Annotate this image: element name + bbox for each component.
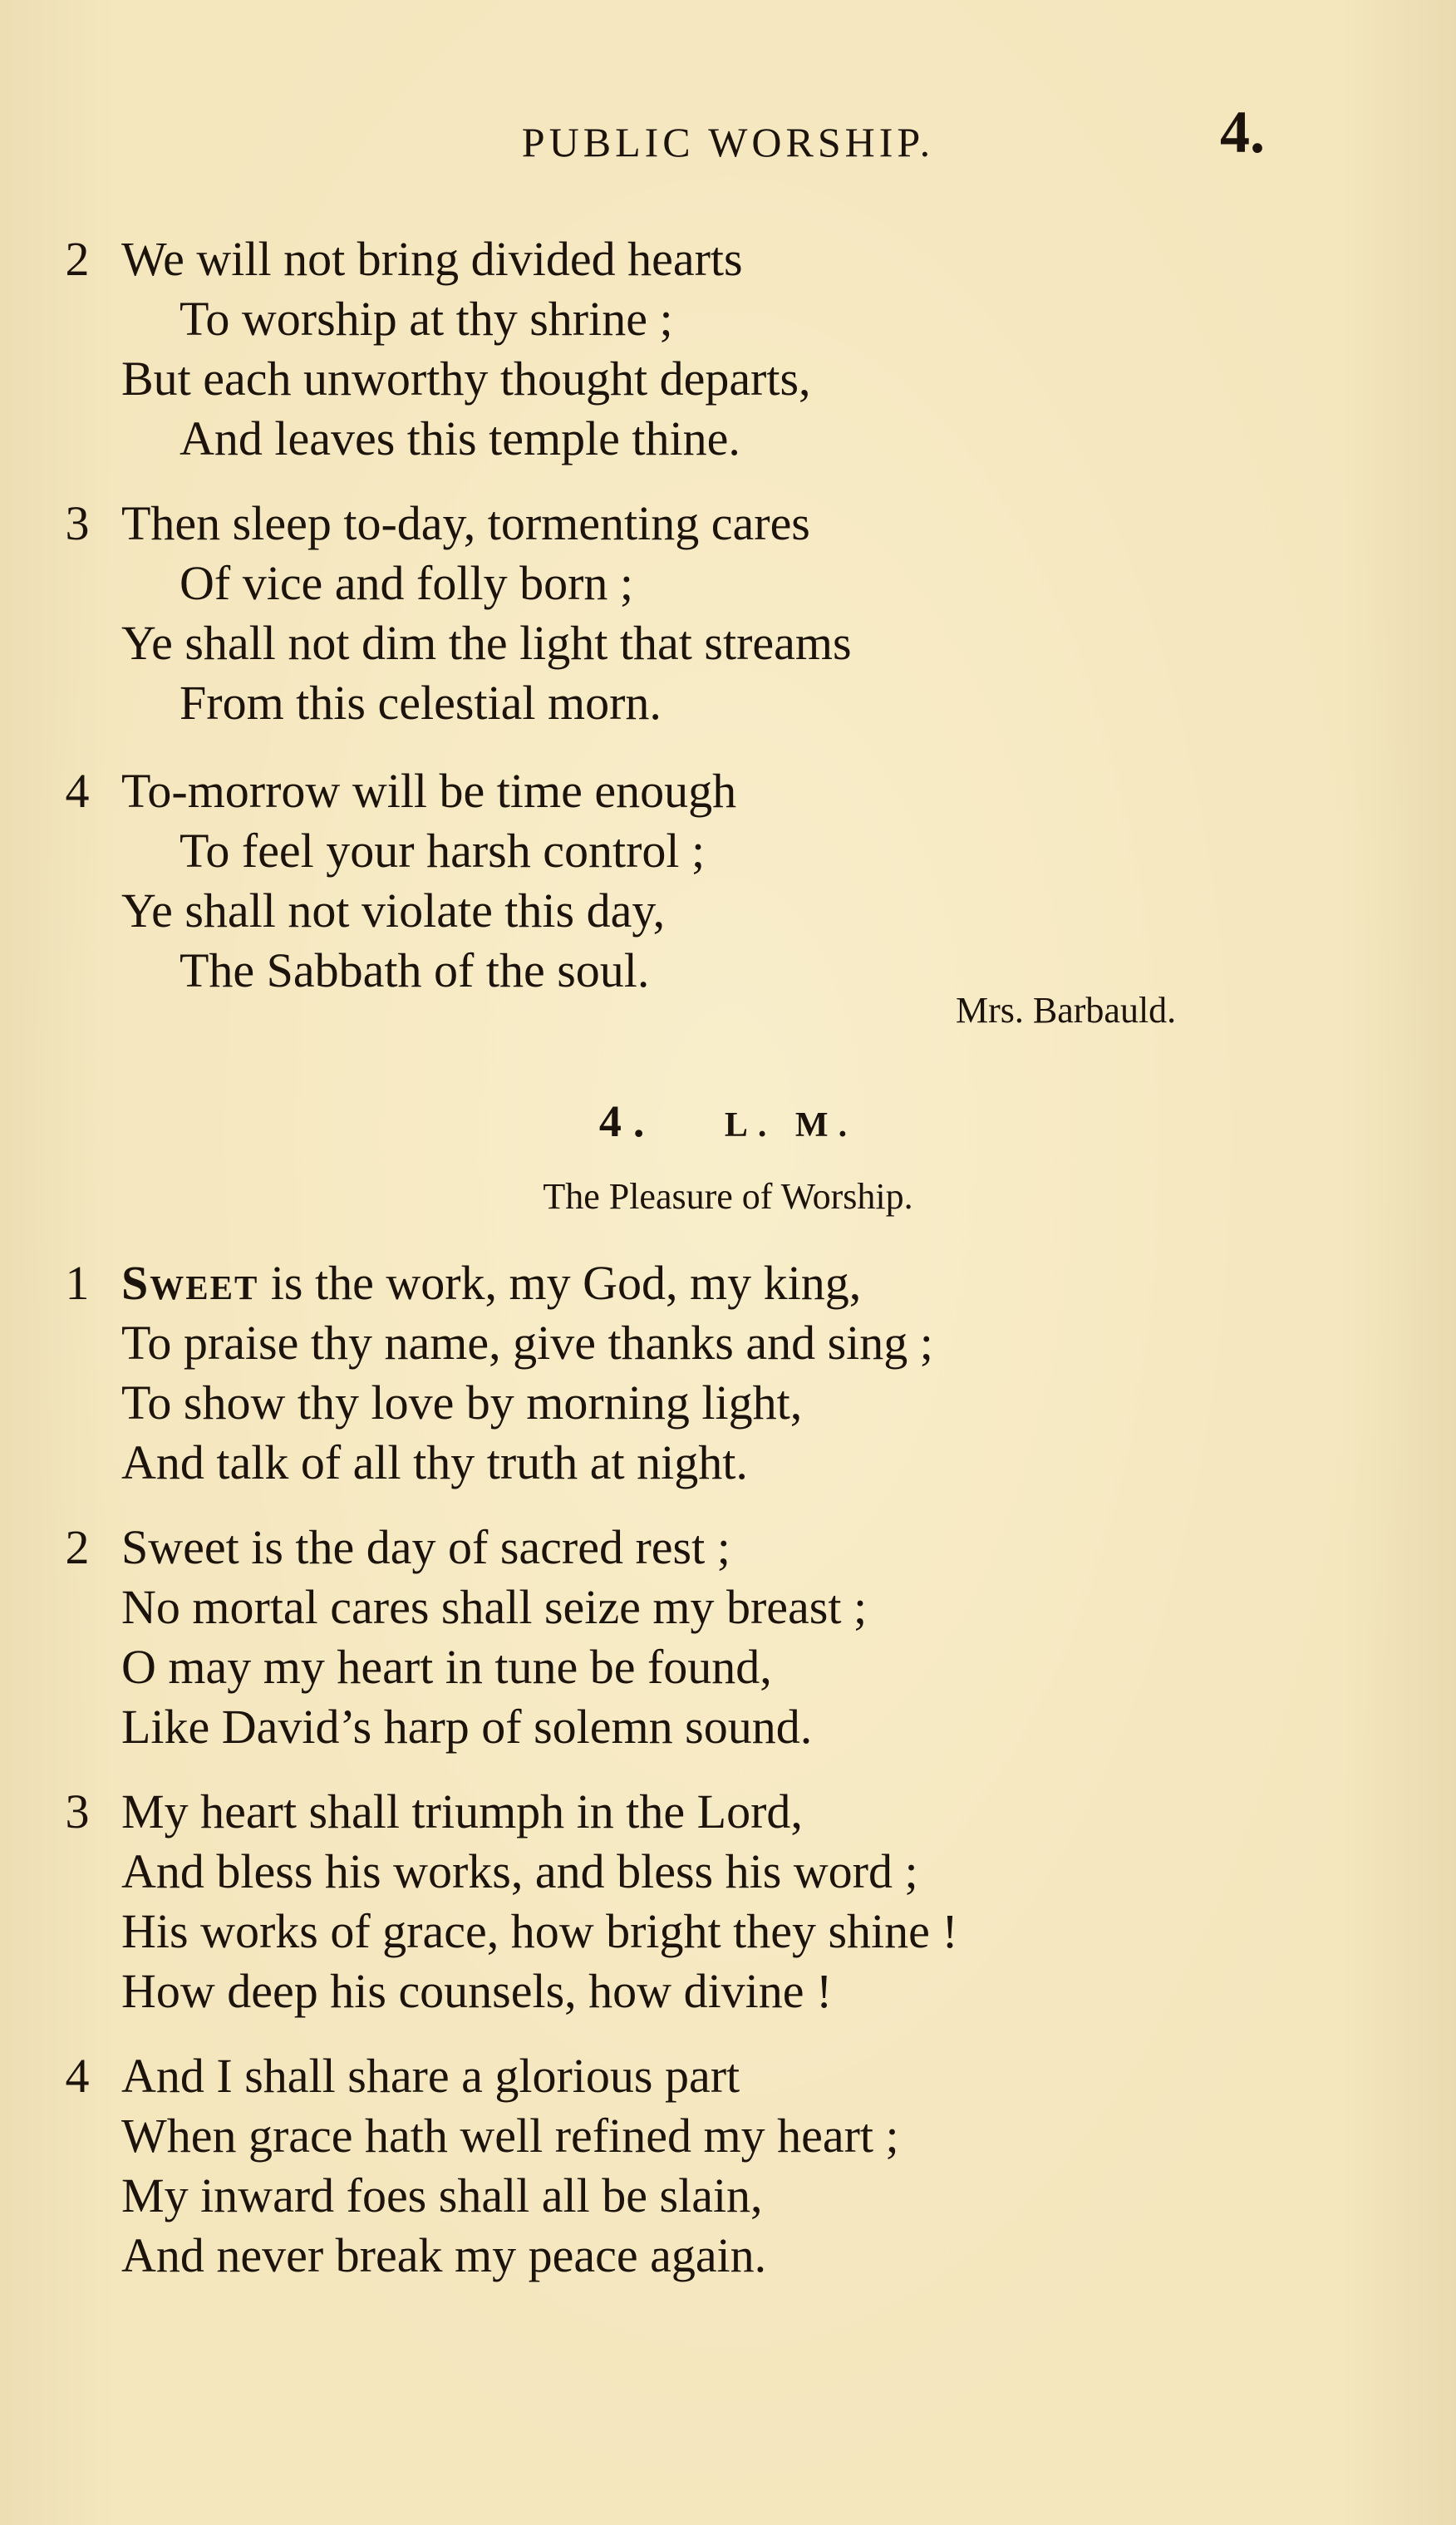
verse-line: And talk of all thy truth at night.	[121, 1435, 748, 1489]
verse-line: And leaves this temple thine.	[180, 411, 740, 465]
verse-line: His works of grace, how bright they shine !	[121, 1904, 958, 1958]
verse-line: Sweet is the day of sacred rest ;	[121, 1520, 730, 1574]
verse-line: Then sleep to-day, tormenting cares	[121, 496, 810, 550]
verse-line: To praise thy name, give thanks and sing ;	[121, 1316, 933, 1370]
verse-line: And I shall share a glorious part	[121, 2049, 740, 2103]
verse-line: From this celestial morn.	[180, 676, 662, 730]
verse-line: And bless his works, and bless his word ;	[121, 1844, 918, 1898]
hymn-heading	[0, 1095, 1456, 1147]
author-attribution: Mrs. Barbauld.	[956, 990, 1177, 1031]
stanza-2	[0, 1518, 1456, 1757]
verse-line: When grace hath well refined my heart ;	[121, 2109, 899, 2163]
stanza-number: 4	[65, 764, 90, 818]
hymn-meter: L. M.	[724, 1106, 858, 1144]
verse-line-first	[121, 1253, 861, 1313]
verse-line: Ye shall not violate this day,	[121, 884, 666, 938]
verse-line: To worship at thy shrine ;	[180, 292, 673, 346]
hymn-title: The Pleasure of Worship.	[543, 1176, 913, 1217]
verse-line: How deep his counsels, how divine !	[121, 1964, 833, 2018]
verse-line: The Sabbath of the soul.	[180, 943, 650, 997]
stanza-prev-2	[0, 229, 1456, 469]
stanza-number: 1	[65, 1256, 90, 1310]
stanza-number: 4	[65, 2049, 90, 2103]
verse-line: And never break my peace again.	[121, 2228, 767, 2282]
stanza-number: 2	[65, 1520, 90, 1574]
stanza-prev-3	[0, 494, 1456, 733]
first-line-rest: is the work, my God, my king,	[258, 1256, 862, 1310]
verse-line: To show thy love by morning light,	[121, 1376, 803, 1430]
first-word: Sweet	[121, 1256, 259, 1310]
stanza-number: 3	[65, 1784, 90, 1838]
verse-line: To feel your harsh control ;	[180, 824, 706, 878]
verse-line: But each unworthy thought departs,	[121, 352, 811, 406]
verse-line: To-morrow will be time enough	[121, 764, 737, 818]
verse-line: My heart shall triumph in the Lord,	[121, 1784, 803, 1838]
verse-line: No mortal cares shall seize my breast ;	[121, 1580, 868, 1634]
verse-line: Like David’s harp of solemn sound.	[121, 1700, 813, 1754]
hymn-number: 4.	[598, 1096, 657, 1146]
stanza-4	[0, 2046, 1456, 2286]
verse-line: My inward foes shall all be slain,	[121, 2168, 763, 2222]
stanza-number: 3	[65, 496, 90, 550]
verse-line: Of vice and folly born ;	[180, 556, 634, 610]
stanza-3	[0, 1782, 1456, 2021]
stanza-number: 2	[65, 232, 90, 286]
verse-line: We will not bring divided hearts	[121, 232, 743, 286]
page-hymn-number: 4.	[1220, 99, 1265, 165]
running-title: PUBLIC WORSHIP.	[521, 119, 935, 165]
verse-line: Ye shall not dim the light that streams	[121, 616, 852, 670]
stanza-prev-4	[0, 761, 1456, 1001]
verse-line: O may my heart in tune be found,	[121, 1640, 772, 1694]
stanza-1	[0, 1253, 1456, 1493]
